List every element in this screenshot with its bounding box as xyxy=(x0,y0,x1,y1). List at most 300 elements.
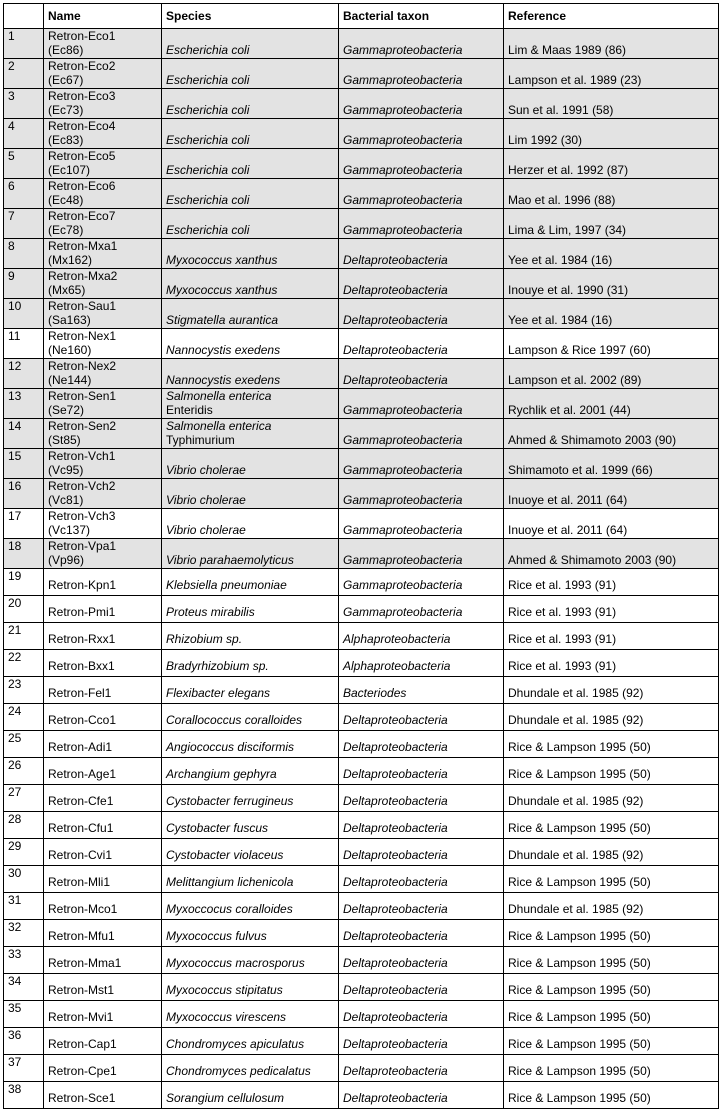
retron-name: Retron-Adi1 xyxy=(48,740,113,754)
reference: Rice & Lampson 1995 (50) xyxy=(504,866,719,893)
bacterial-taxon: Deltaproteobacteria xyxy=(339,731,504,758)
table-body xyxy=(4,29,719,1109)
retron-alias: (Ec67) xyxy=(48,73,84,87)
table-row xyxy=(4,596,719,623)
reference: Dhundale et al. 1985 (92) xyxy=(504,785,719,812)
bacterial-taxon: Alphaproteobacteria xyxy=(339,623,504,650)
retron-name: Retron-Cap1 xyxy=(48,1037,117,1051)
row-number: 30 xyxy=(4,866,44,893)
retron-name-cell xyxy=(44,1055,162,1082)
retron-name: Retron-Age1 xyxy=(48,767,117,781)
table-row xyxy=(4,839,719,866)
species-name: Myxococcus virescens xyxy=(166,1010,287,1024)
header-species: Species xyxy=(162,4,339,29)
retron-name: Retron-Mst1 xyxy=(48,983,115,997)
reference: Rice et al. 1993 (91) xyxy=(504,569,719,596)
table-row xyxy=(4,704,719,731)
retron-name: Retron-Mma1 xyxy=(48,956,122,970)
species-name: Stigmatella aurantica xyxy=(166,313,279,327)
retron-table xyxy=(3,3,719,1109)
retron-name: Retron-Cfu1 xyxy=(48,821,114,835)
row-number: 27 xyxy=(4,785,44,812)
row-number: 23 xyxy=(4,677,44,704)
species-cell xyxy=(162,119,339,149)
table-row xyxy=(4,209,719,239)
retron-name: Retron-Mxa2 xyxy=(48,269,118,283)
bacterial-taxon: Gammaproteobacteria xyxy=(339,569,504,596)
species-cell xyxy=(162,479,339,509)
table-row xyxy=(4,329,719,359)
header-reference: Reference xyxy=(504,4,719,29)
bacterial-taxon: Gammaproteobacteria xyxy=(339,596,504,623)
retron-name: Retron-Nex2 xyxy=(48,359,117,373)
row-number: 8 xyxy=(4,239,44,269)
row-number: 17 xyxy=(4,509,44,539)
retron-name: Retron-Eco5 xyxy=(48,149,116,163)
retron-alias: (Ec73) xyxy=(48,103,84,117)
retron-name-cell xyxy=(44,359,162,389)
bacterial-taxon: Deltaproteobacteria xyxy=(339,299,504,329)
bacterial-taxon: Deltaproteobacteria xyxy=(339,893,504,920)
table-row xyxy=(4,920,719,947)
species-name: Myxococcus xanthus xyxy=(166,283,278,297)
species-name: Vibrio cholerae xyxy=(166,493,246,507)
species-cell xyxy=(162,839,339,866)
reference: Rice & Lampson 1995 (50) xyxy=(504,920,719,947)
retron-name: Retron-Sen2 xyxy=(48,419,117,433)
retron-name-cell xyxy=(44,119,162,149)
species-name: Vibrio cholerae xyxy=(166,463,246,477)
species-serovar: Typhimurium xyxy=(166,433,235,447)
row-number: 11 xyxy=(4,329,44,359)
bacterial-taxon: Gammaproteobacteria xyxy=(339,449,504,479)
retron-name: Retron-Vch2 xyxy=(48,479,116,493)
species-cell xyxy=(162,539,339,569)
bacterial-taxon: Deltaproteobacteria xyxy=(339,839,504,866)
reference: Lampson et al. 2002 (89) xyxy=(504,359,719,389)
row-number: 24 xyxy=(4,704,44,731)
species-name: Escherichia coli xyxy=(166,193,250,207)
reference: Rice & Lampson 1995 (50) xyxy=(504,812,719,839)
species-name: Nannocystis exedens xyxy=(166,373,281,387)
species-cell xyxy=(162,758,339,785)
retron-alias: (Ne144) xyxy=(48,373,92,387)
table-row xyxy=(4,29,719,59)
reference: Rice et al. 1993 (91) xyxy=(504,596,719,623)
retron-name-cell xyxy=(44,947,162,974)
table-row xyxy=(4,623,719,650)
row-number: 22 xyxy=(4,650,44,677)
reference: Lampson et al. 1989 (23) xyxy=(504,59,719,89)
retron-name: Retron-Mvi1 xyxy=(48,1010,114,1024)
reference: Inuoye et al. 2011 (64) xyxy=(504,509,719,539)
retron-name-cell xyxy=(44,920,162,947)
retron-alias: (Vc95) xyxy=(48,463,84,477)
retron-name-cell xyxy=(44,623,162,650)
table-row xyxy=(4,119,719,149)
table-row xyxy=(4,449,719,479)
table-row xyxy=(4,1028,719,1055)
species-cell xyxy=(162,974,339,1001)
retron-name: Retron-Cfe1 xyxy=(48,794,114,808)
bacterial-taxon: Gammaproteobacteria xyxy=(339,389,504,419)
retron-name: Retron-Rxx1 xyxy=(48,632,116,646)
species-name: Chondromyces pedicalatus xyxy=(166,1064,311,1078)
bacterial-taxon: Deltaproteobacteria xyxy=(339,239,504,269)
species-name: Chondromyces apiculatus xyxy=(166,1037,305,1051)
species-cell xyxy=(162,149,339,179)
species-name: Flexibacter elegans xyxy=(166,686,271,700)
retron-alias: (Ec107) xyxy=(48,163,91,177)
retron-name-cell xyxy=(44,677,162,704)
bacterial-taxon: Gammaproteobacteria xyxy=(339,209,504,239)
table-row xyxy=(4,479,719,509)
species-cell xyxy=(162,29,339,59)
table-row xyxy=(4,359,719,389)
row-number: 4 xyxy=(4,119,44,149)
species-name: Cystobacter fuscus xyxy=(166,821,269,835)
retron-name: Retron-Pmi1 xyxy=(48,605,116,619)
species-cell xyxy=(162,59,339,89)
retron-name: Retron-Eco6 xyxy=(48,179,116,193)
reference: Rice & Lampson 1995 (50) xyxy=(504,1055,719,1082)
species-cell xyxy=(162,866,339,893)
row-number: 5 xyxy=(4,149,44,179)
species-name: Myxococcus xanthus xyxy=(166,253,278,267)
retron-name: Retron-Mco1 xyxy=(48,902,118,916)
retron-name-cell xyxy=(44,269,162,299)
row-number: 6 xyxy=(4,179,44,209)
reference: Rice & Lampson 1995 (50) xyxy=(504,731,719,758)
bacterial-taxon: Gammaproteobacteria xyxy=(339,539,504,569)
species-cell xyxy=(162,785,339,812)
bacterial-taxon: Gammaproteobacteria xyxy=(339,509,504,539)
bacterial-taxon: Deltaproteobacteria xyxy=(339,329,504,359)
retron-name-cell xyxy=(44,419,162,449)
species-name: Vibrio parahaemolyticus xyxy=(166,553,294,567)
retron-name-cell xyxy=(44,1001,162,1028)
row-number: 3 xyxy=(4,89,44,119)
species-name: Escherichia coli xyxy=(166,133,250,147)
row-number: 29 xyxy=(4,839,44,866)
species-name: Escherichia coli xyxy=(166,43,250,57)
table-row xyxy=(4,509,719,539)
reference: Rice et al. 1993 (91) xyxy=(504,650,719,677)
reference: Rice & Lampson 1995 (50) xyxy=(504,1082,719,1109)
table-row xyxy=(4,179,719,209)
species-name: Proteus mirabilis xyxy=(166,605,255,619)
retron-name: Retron-Sce1 xyxy=(48,1091,116,1105)
species-name: Nannocystis exedens xyxy=(166,343,281,357)
species-cell xyxy=(162,449,339,479)
table-row xyxy=(4,731,719,758)
table-row xyxy=(4,947,719,974)
table-row xyxy=(4,1055,719,1082)
retron-name: Retron-Eco3 xyxy=(48,89,116,103)
header-taxon: Bacterial taxon xyxy=(339,4,504,29)
species-cell xyxy=(162,209,339,239)
species-name: Myxococcus stipitatus xyxy=(166,983,283,997)
table-row xyxy=(4,299,719,329)
reference: Lim & Maas 1989 (86) xyxy=(504,29,719,59)
species-cell xyxy=(162,389,339,419)
species-name: Salmonella enterica xyxy=(166,389,272,403)
retron-name-cell xyxy=(44,299,162,329)
bacterial-taxon: Gammaproteobacteria xyxy=(339,179,504,209)
retron-alias: (Sa163) xyxy=(48,313,91,327)
species-cell xyxy=(162,509,339,539)
reference: Mao et al. 1996 (88) xyxy=(504,179,719,209)
bacterial-taxon: Gammaproteobacteria xyxy=(339,59,504,89)
species-cell xyxy=(162,299,339,329)
bacterial-taxon: Gammaproteobacteria xyxy=(339,419,504,449)
species-name: Myxococcus macrosporus xyxy=(166,956,305,970)
table-row xyxy=(4,539,719,569)
table-row xyxy=(4,149,719,179)
reference: Lima & Lim, 1997 (34) xyxy=(504,209,719,239)
table-row xyxy=(4,893,719,920)
retron-name-cell xyxy=(44,29,162,59)
species-cell xyxy=(162,569,339,596)
reference: Rice et al. 1993 (91) xyxy=(504,623,719,650)
reference: Rice & Lampson 1995 (50) xyxy=(504,947,719,974)
table-row xyxy=(4,812,719,839)
row-number: 32 xyxy=(4,920,44,947)
reference: Yee et al. 1984 (16) xyxy=(504,299,719,329)
species-name: Angiococcus disciformis xyxy=(166,740,295,754)
retron-name: Retron-Eco2 xyxy=(48,59,116,73)
retron-name-cell xyxy=(44,893,162,920)
retron-name: Retron-Eco7 xyxy=(48,209,116,223)
species-name: Myxococcus fulvus xyxy=(166,929,267,943)
retron-alias: (Vc137) xyxy=(48,523,91,537)
species-name: Escherichia coli xyxy=(166,73,250,87)
retron-alias: (Ec48) xyxy=(48,193,84,207)
retron-alias: (Mx162) xyxy=(48,253,93,267)
species-name: Rhizobium sp. xyxy=(166,632,243,646)
table-row xyxy=(4,650,719,677)
species-cell xyxy=(162,947,339,974)
row-number: 36 xyxy=(4,1028,44,1055)
retron-name-cell xyxy=(44,59,162,89)
table-row xyxy=(4,866,719,893)
reference: Sun et al. 1991 (58) xyxy=(504,89,719,119)
species-name: Cystobacter ferrugineus xyxy=(166,794,294,808)
species-cell xyxy=(162,359,339,389)
row-number: 28 xyxy=(4,812,44,839)
retron-name: Retron-Nex1 xyxy=(48,329,117,343)
row-number: 15 xyxy=(4,449,44,479)
reference: Shimamoto et al. 1999 (66) xyxy=(504,449,719,479)
species-cell xyxy=(162,1028,339,1055)
bacterial-taxon: Deltaproteobacteria xyxy=(339,269,504,299)
reference: Rice & Lampson 1995 (50) xyxy=(504,1028,719,1055)
species-name: Escherichia coli xyxy=(166,163,250,177)
reference: Rice & Lampson 1995 (50) xyxy=(504,974,719,1001)
retron-name-cell xyxy=(44,866,162,893)
retron-name: Retron-Kpn1 xyxy=(48,578,117,592)
species-cell xyxy=(162,677,339,704)
bacterial-taxon: Deltaproteobacteria xyxy=(339,812,504,839)
row-number: 12 xyxy=(4,359,44,389)
bacterial-taxon: Gammaproteobacteria xyxy=(339,149,504,179)
species-name: Klebsiella pneumoniae xyxy=(166,578,287,592)
reference: Herzer et al. 1992 (87) xyxy=(504,149,719,179)
retron-name-cell xyxy=(44,650,162,677)
table-row xyxy=(4,419,719,449)
retron-name-cell xyxy=(44,839,162,866)
row-number: 37 xyxy=(4,1055,44,1082)
table-row xyxy=(4,389,719,419)
retron-alias: (Mx65) xyxy=(48,283,86,297)
reference: Lim 1992 (30) xyxy=(504,119,719,149)
species-cell xyxy=(162,1001,339,1028)
table-row xyxy=(4,785,719,812)
retron-alias: (Vp96) xyxy=(48,553,85,567)
species-cell xyxy=(162,89,339,119)
reference: Dhundale et al. 1985 (92) xyxy=(504,893,719,920)
species-name: Corallococcus coralloides xyxy=(166,713,303,727)
species-cell xyxy=(162,812,339,839)
table-row xyxy=(4,974,719,1001)
row-number: 7 xyxy=(4,209,44,239)
row-number: 35 xyxy=(4,1001,44,1028)
retron-name-cell xyxy=(44,1028,162,1055)
table-row xyxy=(4,1001,719,1028)
bacterial-taxon: Deltaproteobacteria xyxy=(339,1001,504,1028)
bacterial-taxon: Deltaproteobacteria xyxy=(339,359,504,389)
header-number xyxy=(4,4,44,29)
species-name: Escherichia coli xyxy=(166,103,250,117)
row-number: 25 xyxy=(4,731,44,758)
retron-alias: (St85) xyxy=(48,433,81,447)
retron-name-cell xyxy=(44,479,162,509)
table-row xyxy=(4,1082,719,1109)
reference: Inouye et al. 1990 (31) xyxy=(504,269,719,299)
header-name: Name xyxy=(44,4,162,29)
retron-name: Retron-Cco1 xyxy=(48,713,117,727)
species-cell xyxy=(162,893,339,920)
bacterial-taxon: Deltaproteobacteria xyxy=(339,758,504,785)
species-cell xyxy=(162,1055,339,1082)
retron-name-cell xyxy=(44,758,162,785)
retron-name-cell xyxy=(44,329,162,359)
retron-name: Retron-Fel1 xyxy=(48,686,112,700)
species-cell xyxy=(162,920,339,947)
retron-name: Retron-Sau1 xyxy=(48,299,117,313)
bacterial-taxon: Deltaproteobacteria xyxy=(339,866,504,893)
bacterial-taxon: Alphaproteobacteria xyxy=(339,650,504,677)
retron-name: Retron-Sen1 xyxy=(48,389,117,403)
species-cell xyxy=(162,650,339,677)
retron-name-cell xyxy=(44,704,162,731)
row-number: 2 xyxy=(4,59,44,89)
species-serovar: Enteridis xyxy=(166,403,213,417)
retron-name: Retron-Vpa1 xyxy=(48,539,117,553)
species-name: Sorangium cellulosum xyxy=(166,1091,285,1105)
retron-name: Retron-Mxa1 xyxy=(48,239,118,253)
retron-name-cell xyxy=(44,785,162,812)
row-number: 20 xyxy=(4,596,44,623)
species-cell xyxy=(162,623,339,650)
retron-name: Retron-Vch3 xyxy=(48,509,116,523)
species-name: Vibrio cholerae xyxy=(166,523,246,537)
table-row xyxy=(4,239,719,269)
retron-name-cell xyxy=(44,539,162,569)
reference: Lampson & Rice 1997 (60) xyxy=(504,329,719,359)
retron-name-cell xyxy=(44,812,162,839)
retron-name: Retron-Mfu1 xyxy=(48,929,115,943)
reference: Yee et al. 1984 (16) xyxy=(504,239,719,269)
bacterial-taxon: Deltaproteobacteria xyxy=(339,1055,504,1082)
species-cell xyxy=(162,704,339,731)
retron-name: Retron-Eco1 xyxy=(48,29,116,43)
retron-alias: (Ne160) xyxy=(48,343,92,357)
species-name: Myxoccocus coralloides xyxy=(166,902,293,916)
table-row xyxy=(4,569,719,596)
species-name: Melittangium lichenicola xyxy=(166,875,294,889)
retron-alias: (Ec78) xyxy=(48,223,84,237)
row-number: 9 xyxy=(4,269,44,299)
retron-name-cell xyxy=(44,731,162,758)
retron-name-cell xyxy=(44,509,162,539)
bacterial-taxon: Deltaproteobacteria xyxy=(339,1082,504,1109)
retron-name: Retron-Eco4 xyxy=(48,119,116,133)
bacterial-taxon: Gammaproteobacteria xyxy=(339,479,504,509)
species-cell xyxy=(162,239,339,269)
species-cell xyxy=(162,269,339,299)
species-cell xyxy=(162,179,339,209)
retron-name: Retron-Cvi1 xyxy=(48,848,113,862)
retron-name-cell xyxy=(44,569,162,596)
bacterial-taxon: Gammaproteobacteria xyxy=(339,119,504,149)
retron-alias: (Ec86) xyxy=(48,43,84,57)
retron-alias: (Vc81) xyxy=(48,493,84,507)
bacterial-taxon: Gammaproteobacteria xyxy=(339,29,504,59)
species-cell xyxy=(162,596,339,623)
reference: Rychlik et al. 2001 (44) xyxy=(504,389,719,419)
bacterial-taxon: Deltaproteobacteria xyxy=(339,974,504,1001)
retron-name-cell xyxy=(44,239,162,269)
reference: Inuoye et al. 2011 (64) xyxy=(504,479,719,509)
reference: Ahmed & Shimamoto 2003 (90) xyxy=(504,539,719,569)
reference: Rice & Lampson 1995 (50) xyxy=(504,758,719,785)
species-name: Archangium gephyra xyxy=(166,767,277,781)
retron-name-cell xyxy=(44,179,162,209)
header-row xyxy=(4,4,719,29)
retron-name: Retron-Vch1 xyxy=(48,449,116,463)
row-number: 16 xyxy=(4,479,44,509)
species-name: Cystobacter violaceus xyxy=(166,848,284,862)
table-row xyxy=(4,269,719,299)
retron-name-cell xyxy=(44,596,162,623)
row-number: 21 xyxy=(4,623,44,650)
row-number: 14 xyxy=(4,419,44,449)
retron-alias: (Ec83) xyxy=(48,133,84,147)
bacterial-taxon: Deltaproteobacteria xyxy=(339,704,504,731)
reference: Dhundale et al. 1985 (92) xyxy=(504,839,719,866)
row-number: 33 xyxy=(4,947,44,974)
bacterial-taxon: Deltaproteobacteria xyxy=(339,920,504,947)
row-number: 26 xyxy=(4,758,44,785)
retron-name-cell xyxy=(44,389,162,419)
reference: Dhundale et al. 1985 (92) xyxy=(504,704,719,731)
retron-name-cell xyxy=(44,149,162,179)
bacterial-taxon: Gammaproteobacteria xyxy=(339,89,504,119)
species-name: Escherichia coli xyxy=(166,223,250,237)
retron-name-cell xyxy=(44,209,162,239)
table-row xyxy=(4,59,719,89)
